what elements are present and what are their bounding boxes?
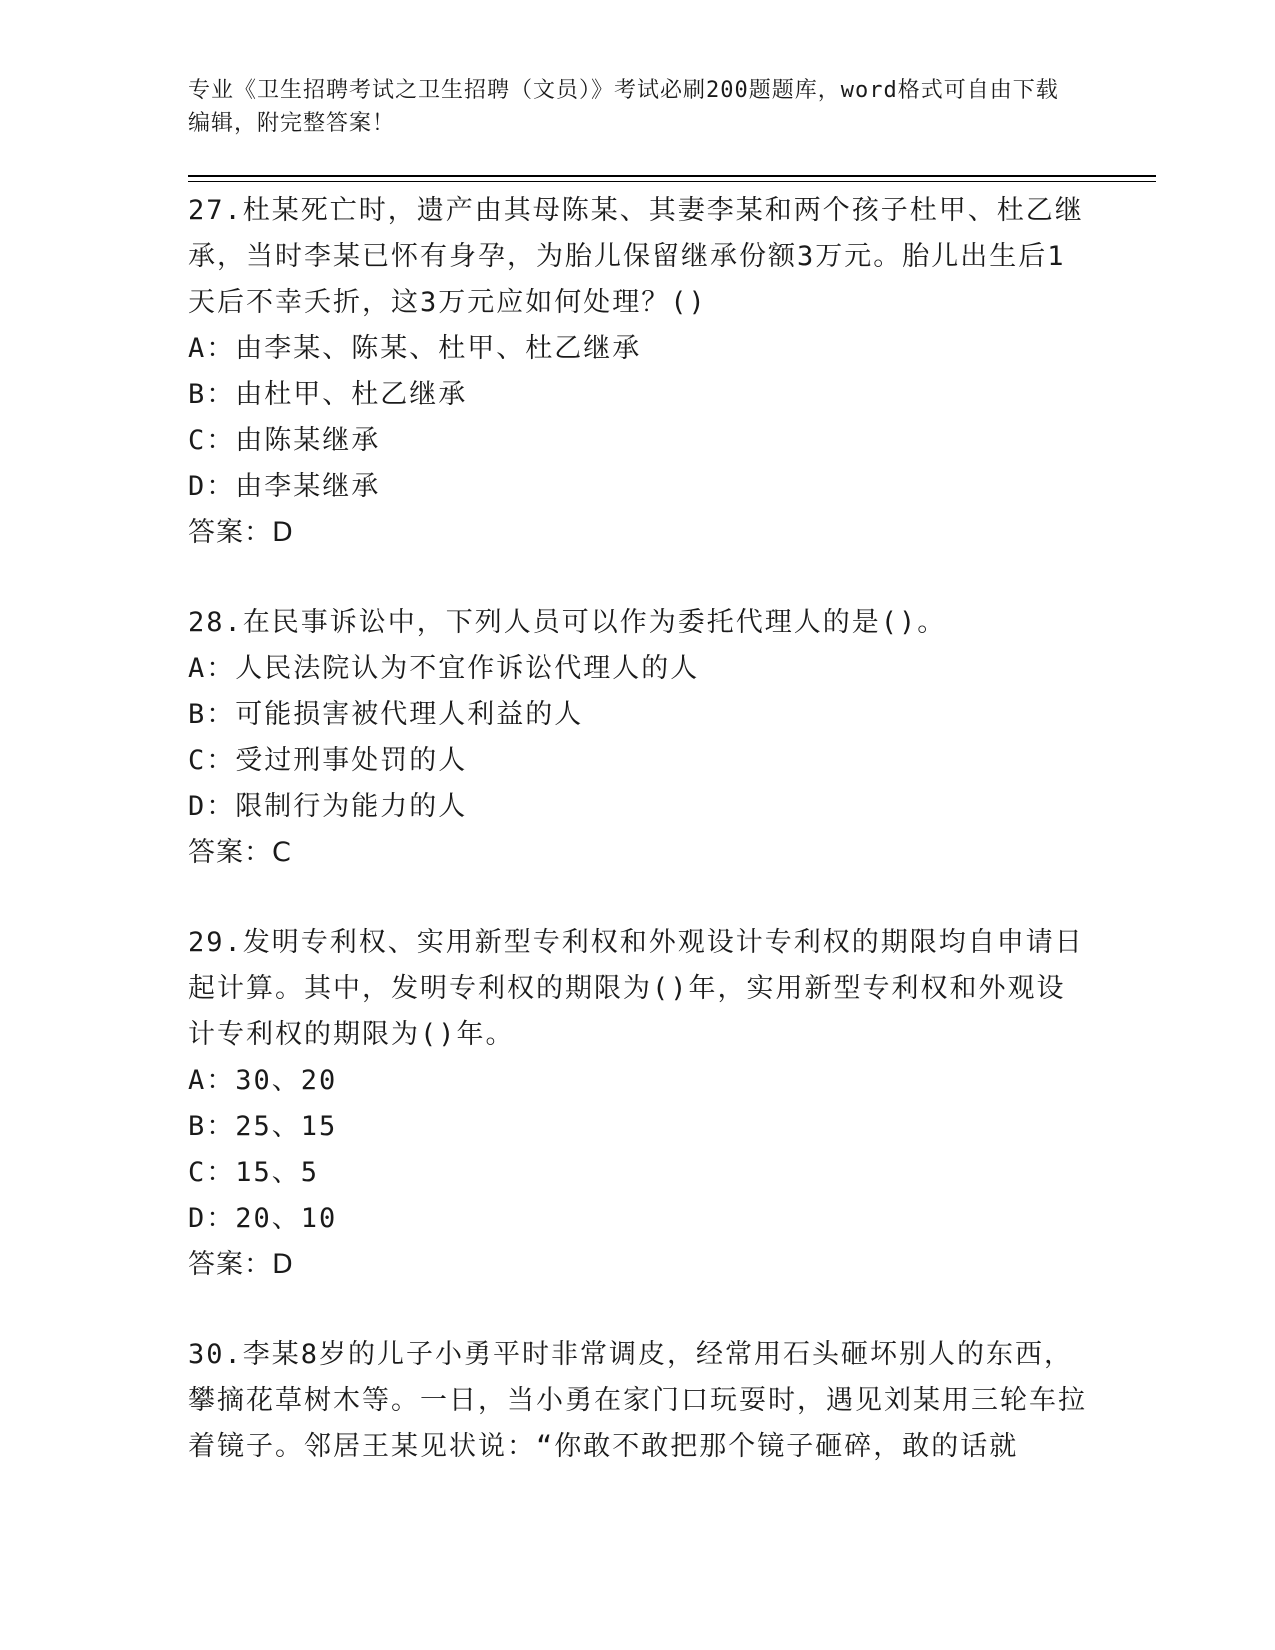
question-29 (188, 920, 1088, 1288)
question-text: 27.杜某死亡时，遗产由其母陈某、其妻李某和两个孩子杜甲、杜乙继承，当时李某已怀有身孕，为胎儿保留继承份额3万元。胎儿出生后1天后不幸夭折，这3万元应如何处理？() (188, 195, 1084, 318)
option-d: D：由李某继承 (188, 471, 381, 502)
question-28 (188, 600, 1088, 876)
question-text: 30.李某8岁的儿子小勇平时非常调皮，经常用石头砸坏别人的东西，攀摘花草树木等。一日，当小勇在家门口玩耍时，遇见刘某用三轮车拉着镜子。邻居王某见状说：“你敢不敢把那个镜子砸碎，敢的话就 (188, 1339, 1087, 1462)
option-b: B：可能损害被代理人利益的人 (188, 699, 584, 730)
option-c: C：15、5 (188, 1157, 320, 1188)
option-d: D：限制行为能力的人 (188, 791, 468, 822)
option-c: C：由陈某继承 (188, 425, 381, 456)
option-c: C：受过刑事处罚的人 (188, 745, 468, 776)
header-divider-thin (188, 181, 1156, 182)
answer-line: 答案：D (188, 517, 294, 548)
document-header: 专业《卫生招聘考试之卫生招聘（文员）》考试必刷200题题库，word格式可自由下载编辑，附完整答案！ (188, 78, 1059, 136)
option-d: D：20、10 (188, 1203, 338, 1234)
option-b: B：由杜甲、杜乙继承 (188, 379, 468, 410)
question-list (188, 188, 1088, 1514)
option-a: A：30、20 (188, 1065, 338, 1096)
question-27 (188, 188, 1088, 556)
question-30 (188, 1332, 1088, 1470)
question-text: 29.发明专利权、实用新型专利权和外观设计专利权的期限均自申请日起计算。其中，发明专利权的期限为()年，实用新型专利权和外观设计专利权的期限为()年。 (188, 927, 1084, 1050)
question-text: 28.在民事诉讼中，下列人员可以作为委托代理人的是()。 (188, 607, 947, 638)
option-a: A：人民法院认为不宜作诉讼代理人的人 (188, 653, 700, 684)
answer-line: 答案：D (188, 1249, 294, 1280)
header-divider-thick (188, 175, 1156, 177)
answer-line: 答案：C (188, 837, 292, 868)
option-b: B：25、15 (188, 1111, 338, 1142)
option-a: A：由李某、陈某、杜甲、杜乙继承 (188, 333, 642, 364)
